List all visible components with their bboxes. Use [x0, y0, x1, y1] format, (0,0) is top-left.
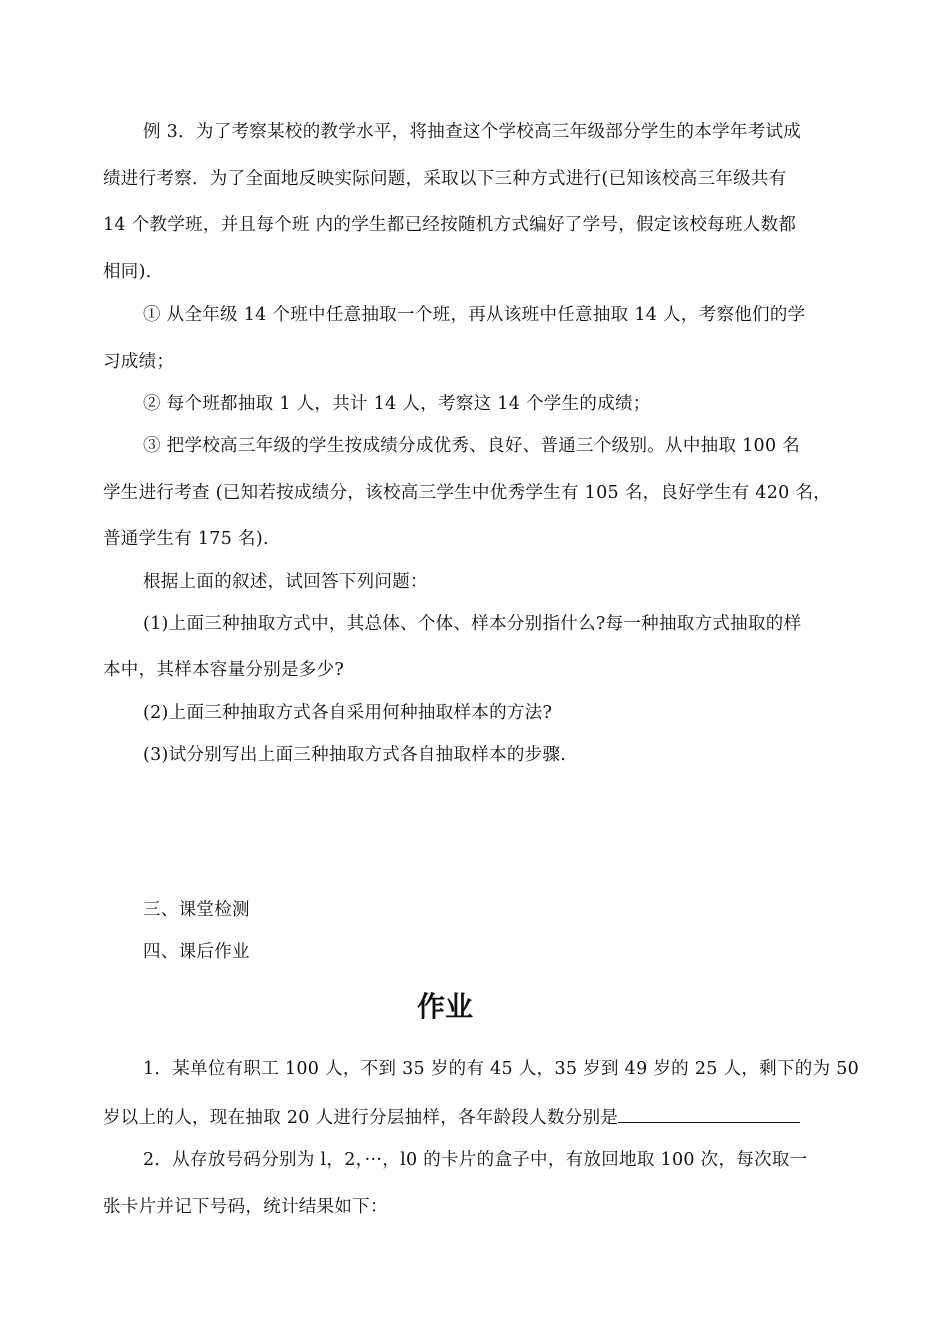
option-1: ① 从全年级 14 个班中任意抽取一个班，再从该班中任意抽取 14 人，考察他们的学: [143, 305, 806, 325]
option-2: ② 每个班都抽取 1 人，共计 14 人，考察这 14 个学生的成绩；: [143, 394, 651, 414]
example-line: 例 3．为了考察某校的教学水平，将抽查这个学校高三年级部分学生的本学年考试成: [143, 122, 802, 142]
option-3-cont: 普通学生有 175 名).: [103, 529, 269, 549]
question-2: (2)上面三种抽取方式各自采用何种抽取样本的方法?: [143, 703, 553, 723]
question-prompt: 根据上面的叙述，试回答下列问题：: [143, 572, 428, 592]
example-line: 14 个教学班，并且每个班 内的学生都已经按随机方式编好了学号，假定该校每班人数都: [103, 215, 797, 235]
problem-1: 1．某单位有职工 100 人，不到 35 岁的有 45 人，35 岁到 49 岁的 25 人，剩下的为 50: [143, 1059, 860, 1079]
question-1: (1)上面三种抽取方式中，其总体、个体、样本分别指什么?每一种抽取方式抽取的样: [143, 614, 802, 634]
option-3-cont: 学生进行考查 (已知若按成绩分，该校高三学生中优秀学生有 105 名，良好学生有 420 名，: [103, 483, 832, 503]
example-line: 绩进行考察．为了全面地反映实际问题，采取以下三种方式进行(已知该校高三年级共有: [103, 169, 787, 189]
homework-title: 作业: [416, 990, 473, 1023]
option-1-cont: 习成绩；: [103, 352, 175, 372]
option-3: ③ 把学校高三年级的学生按成绩分成优秀、良好、普通三个级别。从中抽取 100 名: [143, 436, 801, 456]
problem-1-cont: [103, 1104, 800, 1130]
example-line: 相同)．: [103, 262, 164, 282]
question-3: (3)试分别写出上面三种抽取方式各自抽取样本的步骤.: [143, 745, 567, 765]
question-1-cont: 本中，其样本容量分别是多少?: [103, 660, 345, 680]
section-homework: 四、课后作业: [143, 942, 250, 962]
problem-1-text: 岁以上的人，现在抽取 20 人进行分层抽样，各年龄段人数分别是: [103, 1108, 619, 1128]
answer-blank[interactable]: [618, 1104, 800, 1123]
problem-2-cont: 张卡片并记下号码，统计结果如下：: [103, 1197, 388, 1217]
section-classroom-check: 三、课堂检测: [143, 900, 250, 920]
problem-2: 2．从存放号码分别为 l，2，···，l0 的卡片的盒子中，有放回地取 100 次，每次取一: [143, 1150, 808, 1170]
